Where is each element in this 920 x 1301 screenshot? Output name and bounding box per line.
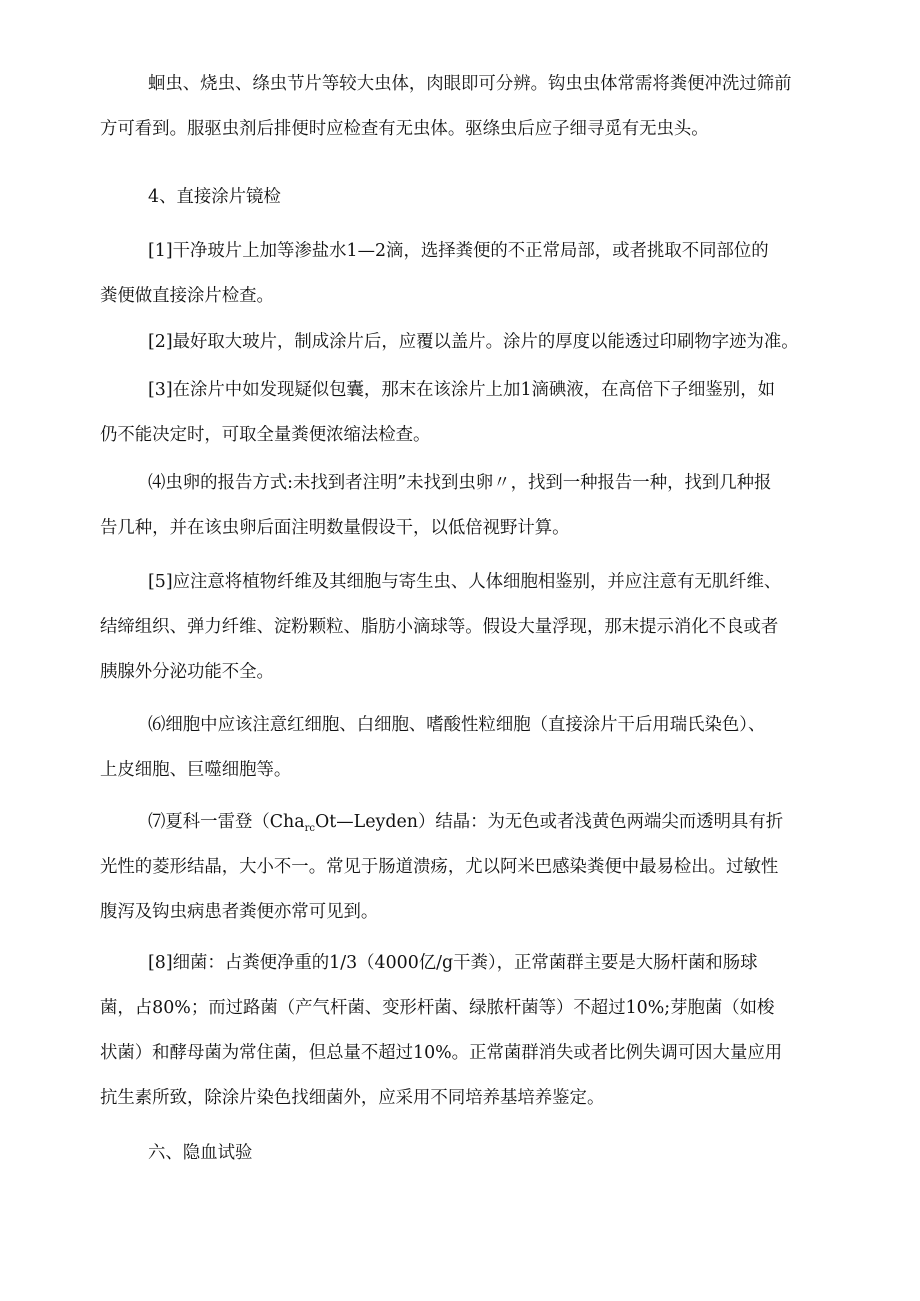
text-line: 状菌）和酵母菌为常住菌，但总量不超过10%。正常菌群消失或者比例失调可因大量应用 — [100, 1043, 783, 1063]
paragraph-item-6 — [100, 703, 840, 793]
paragraph-item-1 — [100, 229, 840, 319]
section-heading-direct-smear — [100, 175, 840, 220]
text-line: 上皮细胞、巨噬细胞等。 — [100, 760, 292, 780]
text-line: ⑷虫卵的报告方式:未找到者注明”未找到虫卵〃，找到一种报告一种，找到几种报 — [148, 473, 772, 493]
text-line: [8]细菌：占粪便净重的1/3（4000亿/g干粪），正常菌群主要是大肠杆菌和肠球 — [148, 953, 758, 973]
text-line: 胰腺外分泌功能不全。 — [100, 662, 274, 682]
text-line: 仍不能决定时，可取全量粪便浓缩法检查。 — [100, 425, 431, 445]
text-line: 粪便做直接涂片检查。 — [100, 286, 274, 306]
paragraph-item-8 — [100, 941, 840, 1121]
text-line: 抗生素所致，除涂片染色找细菌外，应采用不同培养基培养鉴定。 — [100, 1088, 605, 1108]
paragraph-item-3 — [100, 368, 840, 458]
paragraph-item-7 — [100, 800, 840, 935]
text-line: 光性的菱形结晶，大小不一。常见于肠道溃疡，尤以阿米巴感染粪便中最易检出。过敏性 — [100, 857, 779, 877]
text-line: 方可看到。服驱虫剂后排便时应检查有无虫体。驱绦虫后应子细寻觅有无虫头。 — [100, 119, 709, 139]
text-line: 结缔组织、弹力纤维、淀粉颗粒、脂肪小滴球等。假设大量浮现，那末提示消化不良或者 — [100, 617, 779, 637]
text-line — [100, 800, 840, 845]
text-segment: Ot—Leyden）结晶：为无色或者浅黄色两端尖而透明具有折 — [315, 812, 784, 832]
text-line: [1]干净玻片上加等渗盐水1—2滴，选择粪便的不正常局部，或者挑取不同部位的 — [148, 241, 769, 261]
text-line: 4、直接涂片镜检 — [148, 187, 281, 207]
paragraph-item-5 — [100, 560, 840, 695]
text-line: 菌，占80%；而过路菌（产气杆菌、变形杆菌、绿脓杆菌等）不超过10%;芽胞菌（如梭 — [100, 998, 775, 1018]
text-line: 告几种，并在该虫卵后面注明数量假设干，以低倍视野计算。 — [100, 518, 570, 538]
text-line: ⑹细胞中应该注意红细胞、白细胞、嗜酸性粒细胞（直接涂片干后用瑞氏染色）、 — [148, 715, 766, 735]
paragraph-worm-visible — [100, 62, 840, 152]
paragraph-item-2 — [100, 320, 840, 365]
text-line: 腹泻及钩虫病患者粪便亦常可见到。 — [100, 902, 379, 922]
text-line: [5]应注意将植物纤维及其细胞与寄生虫、人体细胞相鉴别，并应注意有无肌纤维、 — [148, 572, 782, 592]
text-subscript: rc — [304, 823, 316, 834]
section-heading-occult-blood — [100, 1131, 840, 1176]
text-line: 六、隐血试验 — [148, 1143, 253, 1163]
text-line: [3]在涂片中如发现疑似包囊，那末在该涂片上加1滴碘液，在高倍下子细鉴别，如 — [148, 380, 775, 400]
text-line: [2]最好取大玻片，制成涂片后，应覆以盖片。涂片的厚度以能透过印刷物字迹为准。 — [148, 332, 799, 352]
text-segment: ⑺夏科一雷登（Cha — [148, 812, 305, 832]
paragraph-item-4 — [100, 461, 840, 551]
text-line: 蛔虫、烧虫、绦虫节片等较大虫体，肉眼即可分辨。钩虫虫体常需将粪便冲洗过筛前 — [148, 74, 792, 94]
